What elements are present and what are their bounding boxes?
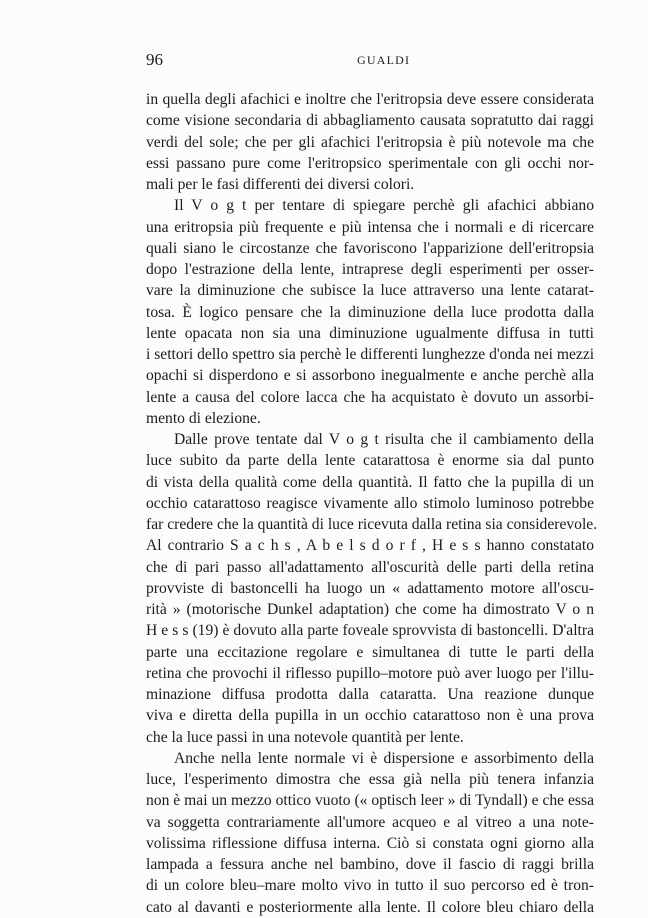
text-line: Il V o g t per tentare di spiegare perchè gli afachici abbiano xyxy=(174,197,594,215)
text-line: essi passano pure come l'eritropsico sperimentale con gli occhi nor- xyxy=(146,154,594,172)
text-line: vare la diminuzione che subisce la luce attraverso una lente catarat- xyxy=(146,282,594,300)
text-line: Al contrario S a c h s , A b e l s d o r f , H e s s hanno constatato xyxy=(146,537,594,555)
text-line: lampada a fessura anche nel bambino, dove il fascio di raggi brilla xyxy=(146,856,594,873)
text-line: parte una eccitazione regolare e simultanea di tutte le parti della xyxy=(146,643,594,661)
text-line: H e s s (19) è dovuto alla parte foveale sprovvista di bastoncelli. D'altra xyxy=(146,622,594,640)
text-line: mento di elezione. xyxy=(146,409,261,427)
page-header xyxy=(146,50,594,74)
text-line: luce, l'esperimento dimostra che essa già nella più tenera infanzia xyxy=(146,771,594,788)
text-line: di vista della qualità come della quantità. Il fatto che la pupilla di un xyxy=(146,473,594,491)
text-line: quali siano le circostanze che favoriscono l'apparizione dell'eritropsia xyxy=(146,239,594,257)
body-text xyxy=(146,89,598,918)
text-line: mali per le fasi differenti dei diversi colori. xyxy=(146,176,415,193)
text-line: che la luce passi in una notevole quantità per lente. xyxy=(146,728,464,746)
text-line: far credere che la quantità di luce ricevuta dalla retina sia considerevole. xyxy=(146,516,598,533)
text-line: Anche nella lente normale vi è dispersione e assorbimento della xyxy=(174,749,594,767)
running-head: GUALDI xyxy=(357,53,411,67)
text-line: tosa. È logico pensare che la diminuzione della luce prodotta dalla xyxy=(146,303,594,321)
text-line: una eritropsia più frequente e più intensa che i normali e di ricercare xyxy=(146,218,594,236)
text-line: occhio catarattoso reagisce vivamente allo stimolo luminoso potrebbe xyxy=(146,494,594,512)
text-line: come visione secondaria di abbagliamento causata sopratutto dai raggi xyxy=(146,112,594,130)
text-line: viva e diretta della pupilla in un occhio catarattoso non è una prova xyxy=(146,707,594,725)
text-line: di un colore bleu–mare molto vivo in tutto il suo percorso ed è tron- xyxy=(146,877,594,895)
text-line: dopo l'estrazione della lente, intraprese degli esperimenti per osser- xyxy=(146,261,594,278)
text-line: non è mai un mezzo ottico vuoto (« optisch leer » di Tyndall) e che essa xyxy=(146,792,594,810)
text-line: luce subito da parte della lente catarattosa è enorme sia dal punto xyxy=(146,452,594,470)
text-line: lente opacata non sia una diminuzione ugualmente diffusa in tutti xyxy=(146,324,594,342)
text-line: provviste di bastoncelli ha luogo un « adattamento motore all'oscu- xyxy=(146,579,594,597)
text-line: retina che provochi il riflesso pupillo–motore può aver luogo per l'illu- xyxy=(146,664,594,682)
text-line: verdi del sole; che per gli afachici l'eritropsia è più notevole ma che xyxy=(146,133,594,151)
text-line: opachi si disperdono e si assorbono inegualmente e anche perchè alla xyxy=(146,367,594,385)
page-number: 96 xyxy=(146,50,163,69)
text-line: Dalle prove tentate dal V o g t risulta che il cambiamento della xyxy=(174,431,594,448)
text-line: va soggetta contrariamente all'umore acqueo e al vitreo a una note- xyxy=(146,813,594,831)
text-line: che di pari passo all'adattamento all'oscurità delle parti della retina xyxy=(146,558,594,576)
text-line: lente a causa del colore lacca che ha acquistato è dovuto un assorbi- xyxy=(146,388,594,406)
text-line: cato al davanti e posteriormente alla lente. Il colore bleu chiaro della xyxy=(146,898,594,916)
text-line: i settori dello spettro sia perchè le differenti lunghezze d'onda nei mezzi xyxy=(146,346,595,363)
text-line: in quella degli afachici e inoltre che l'eritropsia deve essere considerata xyxy=(146,91,594,108)
text-line: minazione diffusa prodotta dalla cataratta. Una reazione dunque xyxy=(146,686,594,703)
text-line: volissima riflessione diffusa interna. Ciò si constata ogni giorno alla xyxy=(146,834,594,852)
text-line: rità » (motorische Dunkel adaptation) che come ha dimostrato V o n xyxy=(146,601,594,618)
